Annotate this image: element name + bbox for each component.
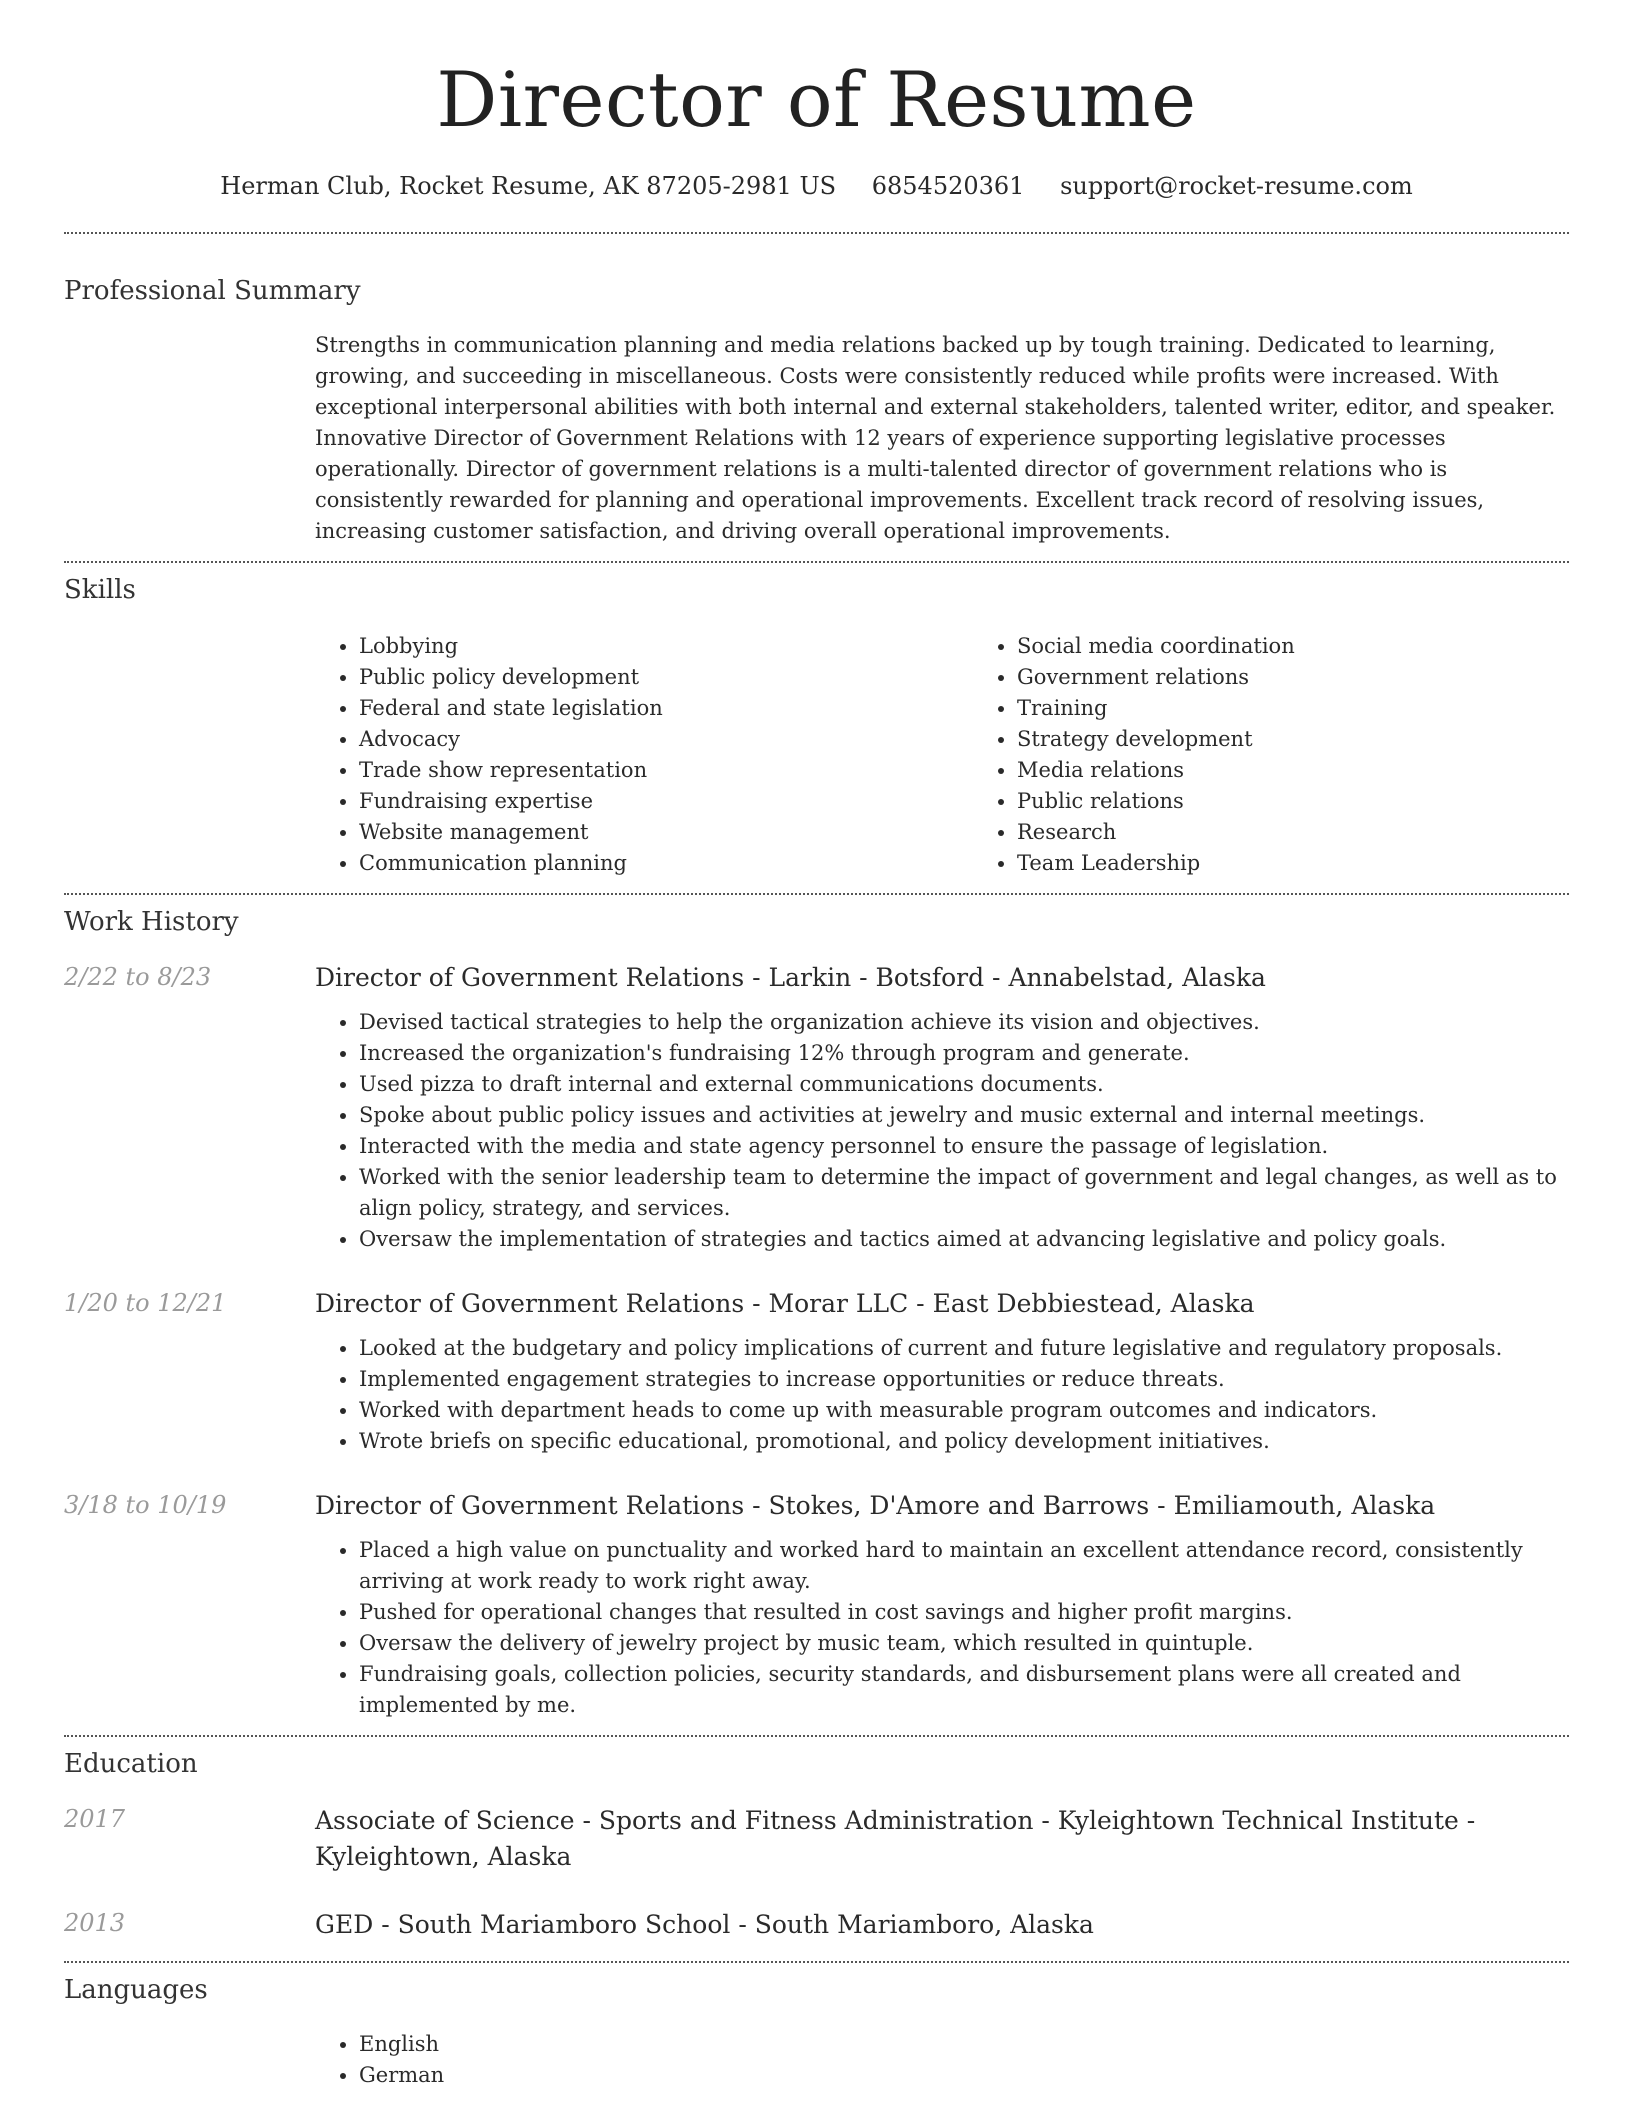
education-content — [315, 1907, 1569, 1943]
skill-item: • Federal and state legislation — [359, 693, 973, 724]
languages-left-spacer — [64, 2029, 315, 2091]
skill-item: • Team Leadership — [1017, 848, 1631, 879]
skill-item: • Lobbying — [359, 631, 973, 662]
job-dates: 2/22 to 8/23 — [64, 963, 212, 991]
skills-list-left — [315, 631, 973, 879]
candidate-name: Director of Resume — [436, 55, 1197, 144]
section-divider — [64, 1961, 1569, 1963]
job-bullet: • Pushed for operational changes that resulted in cost savings and higher profit margins. — [359, 1597, 1569, 1628]
contact-address: Herman Club, Rocket Resume, AK 87205-2981 US — [220, 172, 837, 200]
skill-item: • Trade show representation — [359, 755, 973, 786]
skill-item: • Fundraising expertise — [359, 786, 973, 817]
skill-item: • Communication planning — [359, 848, 973, 879]
job-bullets — [315, 1007, 1569, 1255]
section-divider — [64, 561, 1569, 563]
job-entry — [64, 1489, 1569, 1721]
job-dates: 1/20 to 12/21 — [64, 1289, 227, 1317]
education-heading: Associate of Science - Sports and Fitness Administration - Kyleightown Technical Institute - Kyleightown, Alaska — [315, 1806, 1476, 1871]
skills-left-spacer — [64, 631, 315, 879]
skill-item: • Government relations — [1017, 662, 1631, 693]
job-bullet: • Worked with department heads to come up with measurable program outcomes and indicators. — [359, 1395, 1569, 1426]
skill-item: • Media relations — [1017, 755, 1631, 786]
job-heading: Director of Government Relations - Larkin - Botsford - Annabelstad, Alaska — [315, 963, 1266, 992]
job-bullet: • Implemented engagement strategies to increase opportunities or reduce threats. — [359, 1364, 1569, 1395]
skills-row — [64, 631, 1569, 879]
education-content — [315, 1803, 1569, 1875]
skills-grid — [315, 631, 1631, 879]
job-content — [315, 1489, 1569, 1721]
section-divider — [64, 893, 1569, 895]
job-heading: Director of Government Relations - Morar LLC - East Debbiestead, Alaska — [315, 1289, 1255, 1318]
skill-item: • Public relations — [1017, 786, 1631, 817]
summary-content — [315, 330, 1569, 547]
summary-text: Strengths in communication planning and media relations backed up by tough training. Dedicated to learning, growing, and succeeding in miscellaneous. Costs were consistently reduced while profits were increased. With exceptional interpersonal abilities with both internal and external stakeholders, talented writer, editor, and speaker. Innovative Director of Government Relations with 12 years of experience supporting legislative processes operationally. Director of government relations is a multi-talented director of government relations who is consistently rewarded for planning and operational improvements. Excellent track record of resolving issues, increasing customer satisfaction, and driving overall operational improvements. — [315, 333, 1556, 543]
skill-item: • Social media coordination — [1017, 631, 1631, 662]
job-bullet: • Devised tactical strategies to help the organization achieve its vision and objectives. — [359, 1007, 1569, 1038]
education-year: 2013 — [64, 1909, 126, 1937]
job-bullet: • Placed a high value on punctuality and worked hard to maintain an excellent attendance record, consistently arriving at work ready to work right away. — [359, 1535, 1569, 1597]
section-divider — [64, 232, 1569, 234]
job-bullet: • Oversaw the delivery of jewelry project by music team, which resulted in quintuple. — [359, 1628, 1569, 1659]
education-heading: GED - South Mariamboro School - South Mariamboro, Alaska — [315, 1910, 1094, 1939]
language-item: • English — [359, 2029, 1569, 2060]
summary-left-spacer — [64, 330, 315, 547]
education-entry — [64, 1803, 1569, 1875]
languages-content — [315, 2029, 1569, 2091]
section-title-skills: Skills — [64, 575, 136, 605]
section-title-education: Education — [64, 1749, 198, 1779]
job-bullet: • Interacted with the media and state agency personnel to ensure the passage of legislation. — [359, 1131, 1569, 1162]
skill-item: • Advocacy — [359, 724, 973, 755]
skills-list-right — [973, 631, 1631, 879]
job-bullet: • Worked with the senior leadership team to determine the impact of government and legal changes, as well as to align policy, strategy, and services. — [359, 1162, 1569, 1224]
job-entry — [64, 961, 1569, 1255]
skill-item: • Training — [1017, 693, 1631, 724]
job-bullet: • Oversaw the implementation of strategies and tactics aimed at advancing legislative and policy goals. — [359, 1224, 1569, 1255]
skill-item: • Research — [1017, 817, 1631, 848]
job-entry — [64, 1287, 1569, 1457]
contact-email: support@rocket-resume.com — [1060, 172, 1413, 200]
summary-row — [64, 330, 1569, 547]
job-bullet: • Fundraising goals, collection policies, security standards, and disbursement plans were all created and implemented by me. — [359, 1659, 1569, 1721]
section-title-languages: Languages — [64, 1975, 208, 2005]
skill-item: • Strategy development — [1017, 724, 1631, 755]
job-bullets — [315, 1535, 1569, 1721]
job-heading: Director of Government Relations - Stokes, D'Amore and Barrows - Emiliamouth, Alaska — [315, 1491, 1436, 1520]
skill-item: • Public policy development — [359, 662, 973, 693]
job-content — [315, 961, 1569, 1255]
job-bullet: • Increased the organization's fundraising 12% through program and generate. — [359, 1038, 1569, 1069]
education-year: 2017 — [64, 1805, 126, 1833]
job-bullets — [315, 1333, 1569, 1457]
language-item: • German — [359, 2060, 1569, 2091]
education-entry — [64, 1907, 1569, 1943]
languages-row — [64, 2029, 1569, 2091]
languages-list — [315, 2029, 1569, 2091]
skills-content — [315, 631, 1631, 879]
resume-header — [64, 0, 1569, 202]
section-title-summary: Professional Summary — [64, 276, 361, 306]
job-bullet: • Wrote briefs on specific educational, promotional, and policy development initiatives. — [359, 1426, 1569, 1457]
job-bullet: • Used pizza to draft internal and external communications documents. — [359, 1069, 1569, 1100]
contact-info — [64, 170, 1569, 202]
job-bullet: • Looked at the budgetary and policy implications of current and future legislative and regulatory proposals. — [359, 1333, 1569, 1364]
section-title-work: Work History — [64, 907, 239, 937]
section-divider — [64, 1735, 1569, 1737]
job-content — [315, 1287, 1569, 1457]
job-dates: 3/18 to 10/19 — [64, 1491, 227, 1519]
contact-phone: 6854520361 — [871, 172, 1025, 200]
job-bullet: • Spoke about public policy issues and activities at jewelry and music external and internal meetings. — [359, 1100, 1569, 1131]
resume-page — [64, 0, 1569, 2091]
skill-item: • Website management — [359, 817, 973, 848]
